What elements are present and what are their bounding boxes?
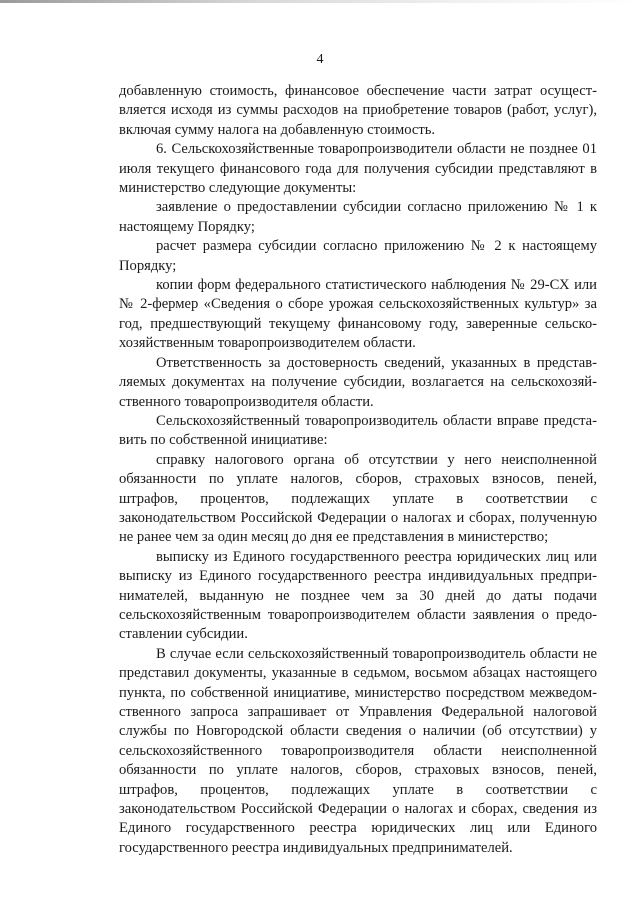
paragraph-5: копии форм федерального статистического наблюдения № 29-СХ или № 2-фермер «Сведения о сборе урожая сельскохозяйственных культур» за год, предшествующий текущему финансовому году, заверенные сельскохозяйственным товаропроизводителем области.	[119, 277, 597, 352]
paragraph-4: расчет размера субсидии согласно приложению № 2 к настоящему Порядку;	[119, 238, 597, 274]
scan-edge	[0, 0, 640, 3]
paragraph-9: выписку из Единого государственного реестра юридических лиц или выписку из Единого государственного реестра индивидуальных предпринимателей, выданную не позднее чем за 30 дней до даты подачи сельскохозяйственным товаропроизводителем области заявления о предоставлении субсидии.	[119, 548, 597, 643]
paragraph-10: В случае если сельскохозяйственный товаропроизводитель области не представил документы, указанные в седьмом, восьмом абзацах настоящего пункта, по собственной инициативе, министерство посредством межведомственного запроса запрашивает от Управления Федеральной налоговой службы по Новгородской области сведения о наличии (об отсутствии) у сельскохозяйственного товаропроизводителя области неисполненной обязанности по уплате налогов, сборов, страховых взносов, пеней, штрафов, процентов, подлежащих уплате в соответствии с законодательством Российской Федерации о налогах и сборах, сведения из Единого государственного реестра юридических лиц или Единого государственного реестра индивидуальных предпринимателей.	[119, 645, 597, 856]
document-body	[119, 82, 597, 858]
paragraph-7: Сельскохозяйственный товаропроизводитель области вправе представить по собственной инициативе:	[119, 412, 597, 449]
paragraph-8: справку налогового органа об отсутствии у него неисполненной обязанности по уплате налогов, сборов, страховых взносов, пеней, штрафов, процентов, подлежащих уплате в соответствии с законодательством Российской Федерации о налогах и сборах, полученную не ранее чем за один месяц до дня ее представления в министерство;	[119, 451, 597, 546]
paragraph-6: Ответственность за достоверность сведений, указанных в представляемых документах на получение субсидии, возлагается на сельскохозяйственного товаропроизводителя области.	[119, 354, 597, 410]
paragraph-1: добавленную стоимость, финансовое обеспечение части затрат осуществляется исходя из суммы расходов на приобретение товаров (работ, услуг), включая сумму налога на добавленную стоимость.	[119, 83, 597, 138]
paragraph-3: заявление о предоставлении субсидии согласно приложению № 1 к настоящему Порядку;	[119, 199, 597, 235]
page-number: 4	[316, 52, 324, 67]
paragraph-2: 6. Сельскохозяйственные товаропроизводители области не позднее 01 июля текущего финансового года для получения субсидии представляют в министерство следующие документы:	[119, 141, 597, 197]
